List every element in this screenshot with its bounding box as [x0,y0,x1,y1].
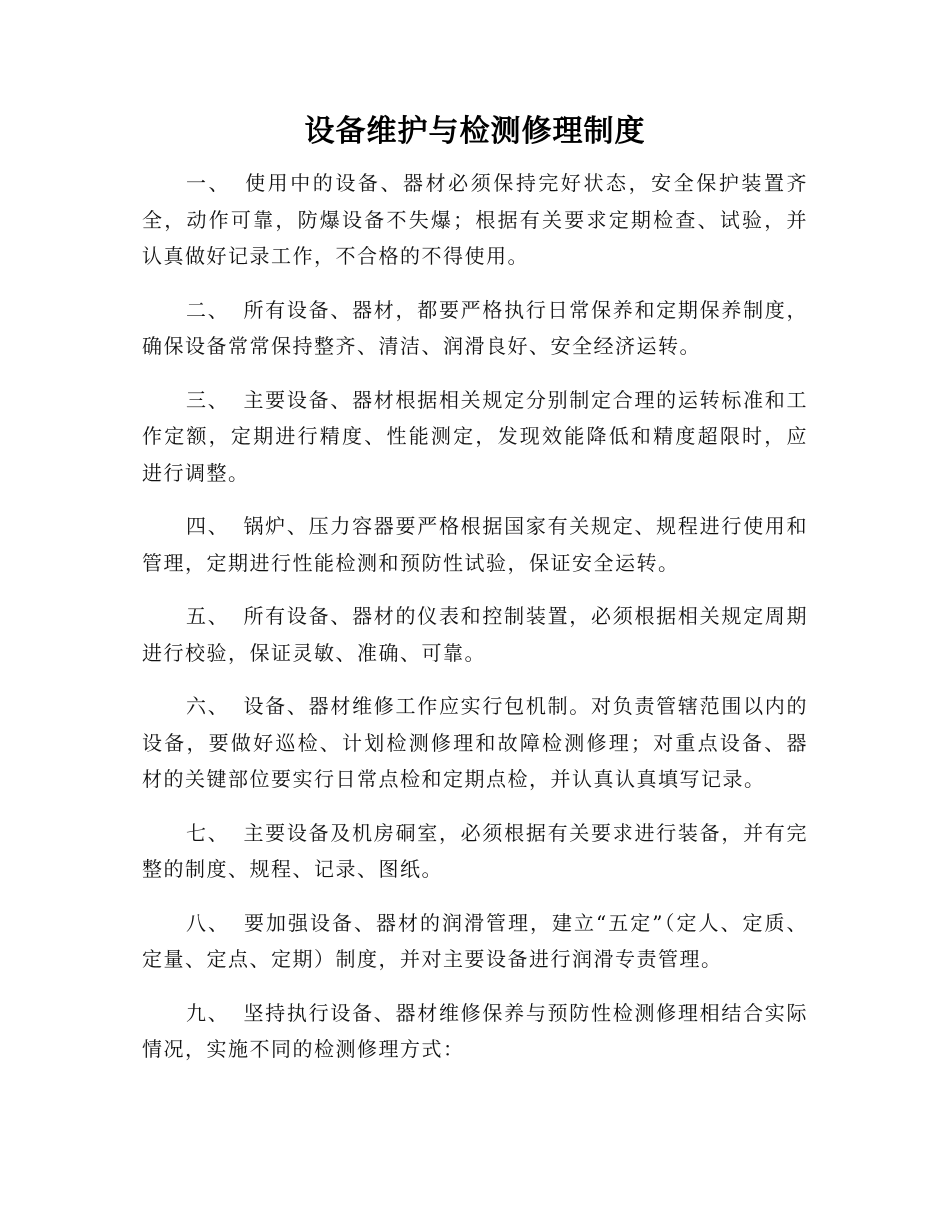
paragraph-4 [142,508,808,581]
paragraph-number: 一、 [186,171,232,195]
paragraph-text: 坚持执行设备、器材维修保养与预防性检测修理相结合实际情况，实施不同的检测修理方式： [142,1000,809,1061]
paragraph-text: 主要设备及机房硐室，必须根据有关要求进行装备，并有完整的制度、规程、记录、图纸。 [142,820,809,881]
paragraph-text: 设备、器材维修工作应实行包机制。对负责管辖范围以内的设备，要做好巡检、计划检测修理和故障检测修理；对重点设备、器材的关键部位要实行日常点检和定期点检，并认真认真填写记录。 [142,694,809,791]
paragraph-text: 所有设备、器材的仪表和控制装置，必须根据相关规定周期进行校验，保证灵敏、准确、可靠。 [142,604,809,665]
paragraph-text: 要加强设备、器材的润滑管理，建立“五定”（定人、定质、定量、定点、定期）制度，并对主要设备进行润滑专责管理。 [142,910,809,971]
document-body [142,165,808,1085]
paragraph-2 [142,292,808,365]
paragraph-number: 二、 [186,297,230,322]
paragraph-text: 使用中的设备、器材必须保持完好状态，安全保护装置齐全，动作可靠，防爆设备不失爆；根据有关要求定期检查、试验，并认真做好记录工作，不合格的不得使用。 [142,171,809,268]
paragraph-number: 五、 [186,604,230,628]
paragraph-number: 八、 [186,910,231,935]
paragraph-5 [142,598,808,671]
paragraph-text: 所有设备、器材，都要严格执行日常保养和定期保养制度，确保设备常常保持整齐、清洁、润滑良好、安全经济运转。 [142,297,809,358]
paragraph-text: 主要设备、器材根据相关规定分别制定合理的运转标准和工作定额，定期进行精度、性能测定，发现效能降低和精度超限时，应进行调整。 [142,387,809,485]
paragraph-1 [142,165,808,275]
paragraph-6 [142,688,808,798]
paragraph-3 [142,382,808,492]
paragraph-number: 四、 [186,514,230,538]
paragraph-number: 七、 [186,820,230,845]
paragraph-8 [142,905,808,978]
paragraph-number: 六、 [186,694,230,718]
paragraph-number: 九、 [186,1000,230,1025]
paragraph-9 [142,995,808,1068]
paragraph-number: 三、 [186,387,230,412]
paragraph-7 [142,815,808,888]
paragraph-text: 锅炉、压力容器要严格根据国家有关规定、规程进行使用和管理，定期进行性能检测和预防性试验，保证安全运转。 [142,514,809,575]
document-title: 设备维护与检测修理制度 [304,114,646,149]
